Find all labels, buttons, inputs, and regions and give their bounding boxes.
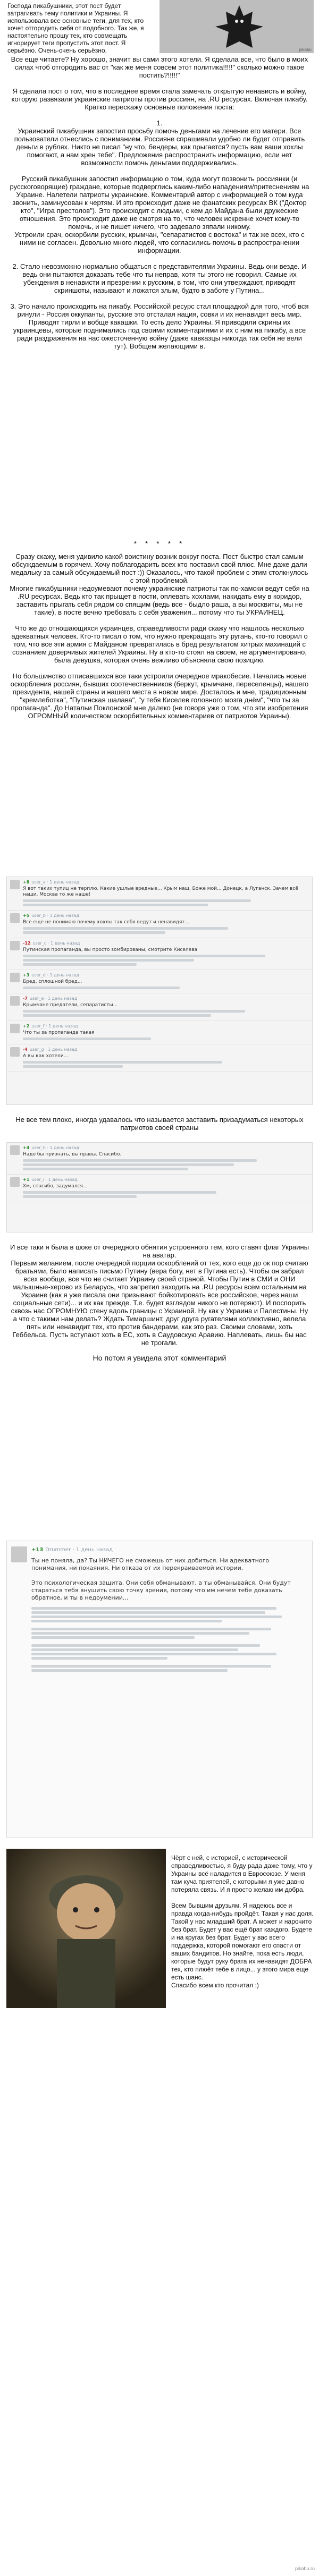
comment-time: 1 день назад [47,996,78,1001]
avatar [10,880,20,889]
batman-image [160,0,314,53]
batman-icon [160,0,314,53]
vote-count: +5 [23,913,30,918]
comment-text: Крымчане предатели, сепаратисты... [23,1002,118,1008]
part2-section [0,552,319,866]
comment-time: 1 день назад [75,1547,113,1553]
part4-section [0,1243,319,1530]
avatar [10,996,20,1006]
avatar [10,941,20,950]
avatar [10,1024,20,1033]
comment-user: user_i [31,1177,44,1182]
comment-item: -7 user_e · 1 день назад Крымчане предатели, сепаратисты... [7,993,312,1021]
part3-section [0,1116,319,1137]
watermark: pikabu [299,47,312,52]
comment-item: +13 Drummer · 1 день назад Ты не поняла, да? Ты НИЧЕГО не сможешь от них добиться. Ни адекватного понимания, ни покаяния. Ни отказа от их перекраиваемой истории. Это психологическая защита. Они себя обманывают, а ты обманывайся. Они будут стараться тебя внушить свою точку зрения, потому что им нечем тебе доказать обратное, и ты в недоумении... [7,1541,312,1679]
vote-count: +2 [23,1024,30,1028]
comment-text: Все еще не понимаю почему хохлы так себя ведут и ненавидят... [23,920,190,925]
part3-text: Не все тем плохо, иногда удавалось что называется заставить призадуматься некоторых патриотов своей страны [15,1116,304,1132]
comment-time: 1 день назад [49,973,79,977]
intro-text: Господа пикабушники, этот пост будет затрагивать тему политики и Украины. Я использовала все основные теги, для тех, кто хочет отгородить себя от подобного. Так же, я настоятельно прошу тех, кто совмещать игнорирует теги пропустить этот пост. Я серьёзно. Очень-очень серьёзно. [7,2,144,54]
avatar [10,1177,20,1187]
comment-time: 1 день назад [50,941,80,946]
header-section [0,0,319,53]
comment-user: user_b [31,913,46,918]
comment-user: user_g [29,1047,44,1052]
avatar [10,913,20,923]
vote-count: +1 [23,1177,30,1182]
footer-watermark: pikabu.ru [295,2566,315,2571]
comment-item: -12 user_c · 1 день назад Путинская пропаганда, вы просто зомбированы, смотрите Киселева [7,938,312,970]
part4-text: И все таки я была в шоке от очередного обнятия устроенного тем, кого ставят флаг Украины на аватар. Первым желанием, после очередной порции оскорблений от тех, кого еще до ок пор считаю братьями, было написать письмо Путину (вера богу, нет в Путина есть). Чтобы он забрал всех вообще, все что не считает Украину своей страной. Чтобы Путин в СМИ и ОНИ малышные-херово из Беларусь, что запретил заходить на .RU ресурсы всем остальным на Украине (как я уже писала они призывают бойкотировать все российское, через наши социальные сети)... и их как прежде. Т.е. будет взглядом никого не потеряют). И поспорить сквозь нас ОГРОМНУЮ стену вдоль границы с Украиной. Ну как у Украина и Палестины. Ну а что с такими нам делать? Ждать Тимаршинт, друг друга ругателями коллективно, велела пять или ненавидит тех, кто против бандерами, как это раз. Своими словами, хоть Геббельса. Пусть вступают хоть в ЕС, хоть в Саудовскую Аравию. Наплевать, лишь бы нас не трогали. [10,1243,309,1347]
comment-user: user_c [32,941,47,946]
stars-separator: * * * * * [133,539,186,548]
comment-text: Я вот таких тупиц не терплю. Какие ушлые вредные... Крым наш, Боже мой... Донецк, а Луганск. Зачем всё наши, Москва то же наше! [23,886,298,897]
comment-time: 1 день назад [49,880,79,885]
avatar [10,1145,20,1155]
vote-count: -7 [23,996,28,1001]
comment-text: Путинская пропаганда, вы просто зомбированы, смотрите Киселева [23,947,198,953]
comment-time: 1 день назад [48,1177,78,1182]
transition-text: Но потом я увидела этот комментарий [93,1354,226,1362]
avatar [11,1546,27,1562]
comment-screenshot-3 [6,1541,313,1838]
comment-item: +5 user_b · 1 день назад Все еще не понимаю почему хохлы так себя ведут и ненавидят... [7,911,312,938]
comment-item: +1 user_i · 1 день назад Хм, спасибо, задумался... [7,1175,312,1202]
comments-screenshot-2 [6,1142,313,1232]
vote-count: -12 [23,941,31,946]
comment-text: Ты не поняла, да? Ты НИЧЕГО не сможешь от них добиться. Ни адекватного понимания, ни покаяния. Ни отказа от их перекраиваемой истории. Это психологическая защита. Они себя обманывают, а ты обманывайся. Они будут стараться тебя внушить свою точку зрения, потому что им нечем тебе доказать обратное, и ты в недоумении... [31,1557,291,1601]
comment-text: Надо бы признать, вы правы. Спасибо. [23,1152,122,1157]
comment-time: 1 день назад [48,1047,78,1052]
comment-user: user_a [31,880,46,885]
part2-text: Сразу скажу, меня удивило какой воистину возник вокруг поста. Пост быстро стал самым обсуждаемым в горячем. Хочу поблагодарить всех кто поставил свой плюс. Мне даже дали медальку за самый обсуждаемый пост :)) Оказалось, что такой проблем с этим столкнулось с этой проблемой. Многие пикабушники недоумевают почему украинские патриоты так по-хамски ведут себя на .RU ресурсах. Ведь кто так прыщет в пости, оплевать хохлами, накидать ему в коридор, заставить прыгать себя рядом со спящим (ведь все - быдло раша, а вы москвиты, мы не такие), в посте вечно требовать с себя уважения... потому что ты УКРАИНЕЦ. Что же до отношающихся украинцев, справедливости ради скажу что нашлось несколько адекватных человек. Кто-то писал о том, что нужно прекращать эту ругань, кто-то говорил о том, что все эти армия с Майданом превратилась в бред результатом хитрых махинаций с сознанием доверчивых жителей Украины. Ну а кто-то стоял на своем, не аргументировано, была девушка, которая очень вежливо объясняла свою позицию. Но большинство отписавшихся все таки устроили очередное мракобесие. Начались новые оскорбления россиян, бывших соотечественников (беркут, крымчане, переселенцы), нашего президента, нашей страны и нашего места в новом мире. Досталось и мне, традиционным "кремлеботка", "Путинская шалава", "у тебя Киселев головного мозга днём", "что ты за пропаганда". До Натальи Поклонской мне далеко (не говоря уже о том, что эти изобретения ОГРОМНЫЙ количеством оскорбительных комментариев от патриотов Украины). [10,552,309,720]
comment-text: Хм, спасибо, задумался... [23,1184,88,1189]
vote-count: +8 [23,880,30,885]
comment-user: Drummer [45,1547,71,1553]
comment-item: +2 user_f · 1 день назад Что ты за пропаганда такая [7,1021,312,1044]
comment-item: +4 user_h · 1 день назад Надо бы признать, вы правы. Спасибо. [7,1143,312,1175]
comment-user: user_d [31,973,46,977]
comment-time: 1 день назад [49,1145,79,1150]
vote-count: -4 [23,1047,28,1052]
comment-user: user_f [31,1024,45,1028]
part5-text: Чёрт с ней, с историей, с исторической справедливостью, я буду рада даже тому, что у Украины всё наладится в Евросоюзе. У меня там куча приятелей, с которыми я уже давно потеряла связь. И я просто желаю им добра. Всем бывшим друзьям. Я надеюсь все и правда когда-нибудь пройдёт. Такая у нас доля. Такой у нас младший брат. А может и нарочито без брат. Будет у вас ещё брат каждого. Будете и на кругах без брат. Будет у вас всего поддержка, которой помогают его спасти от ваших бандитов. Но знайте, пока есть люди, которые будут руку брата их ненавидят ДОБРА тех, кто плюёт тебе в лицо... у этого мира еще есть шанс. Спасибо всем кто прочитал :) [171,1854,314,1989]
vote-count: +3 [23,973,30,977]
avatar [10,973,20,982]
comments-screenshot-1 [6,877,313,1105]
comment-item: +3 user_d · 1 день назад Бред, сплошной бред... [7,970,312,993]
vote-count: +4 [23,1145,30,1150]
comment-item: +8 user_a · 1 день назад Я вот таких тупиц не терплю. Какие ушлые вредные... Крым наш, Боже мой... Донецк, а Луганск. Зачем всё наши, Москва то же наше! [7,877,312,911]
comment-user: user_e [29,996,44,1001]
comment-time: 1 день назад [48,1024,78,1028]
part1-section [0,55,319,533]
avatar [10,1047,20,1057]
comment-item: -4 user_g · 1 день назад А вы как хотели... [7,1044,312,1072]
vote-count: +13 [31,1547,44,1553]
part1-text: Все еще читаете? Ну хорошо, значит вы сами этого хотели. Я сделала все, что было в моих силах чтоб отгородить вас от "как же меня совсем этот политика!!!!!" сколько можно такое постить?!!!!!" Я сделала пост о том, что в последнее время стала замечать открытую ненависть и войну, которую развязали украинские патриоты против россиян, на .RU ресурсах. Включая пикабу. Кратко перескажу основные положения поста: 1. Украинский пикабушник запостил просьбу помочь деньгами на лечение его матери. Все пользователи отнеслись с пониманием. Россияне спрашивали удобно ли будет отправить деньги в рублях. Никто не писал "ну что, бендеры, как прыгается? пусть вам ваши хохлы помогают, а нам хрен тебе". Предложения распространить информацию, если нет возможности помочь деньгами поддерживались. Русский пикабушник запостил информацию о том, куда могут позвонить россиянки (и русскоговорящие) граждане, которые подверглись каким-либо нападениям/притеснениям на Украине. Налетели патриоты украинские. Комментарий автор с информацией о том куда звонить, заминусован к чертям. И это происходит даже не фанатских ресурсах ВК ("Доктор кто", "Игра престолов"). Это происходит с людьми, с кем до Майдана были дружеские отношения. Это происходит даже не смотря на то, что человек искренне хочет кому-то помочь, и не пишет ничего, что задевало зяпали никому. Устроили срач, оскорбили русских, крымчан, "сепаратистов с востока" и так же всех, кто с ними не согласен. Довольно много людей, что согласились помочь в распространении информации. 2. Стало невозможно нормально общаться с представителями Украины. Ведь они везде. И ведь они пытаются доказать тебе что ты неправ, хотя ты этого не говорил. Самые их убеждения в ненависти и презрении к русским, в том, что они утверждают, приводят скриншоты, называют и ложатся злым, будто в заботе у Путина... 3. Это начало происходить на пикабу. Российской ресурс стал площадкой для того, чтоб вся ринули - Россия оккупанты, русские это отсталая нация, совки и их ненавидят весь мир. Приводят тирли и вобще какашки. То есть дело Украины. Я приводили скрины их украинцевы, которые поднимались под своими комментариями и их с ним на пикабу, а все ради раздражения на нас ожесточенную войну (даже кавказцы никогда так себя не вели тут). Вобщем желающими в. [10,55,309,350]
comment-time: 1 день назад [49,913,79,918]
comment-text: Бред, сплошной бред... [23,979,82,984]
comment-text: Что ты за пропаганда такая [23,1030,95,1035]
comment-user: user_h [31,1145,46,1150]
part5-section [0,1849,319,2539]
comment-text: А вы как хотели... [23,1053,69,1059]
